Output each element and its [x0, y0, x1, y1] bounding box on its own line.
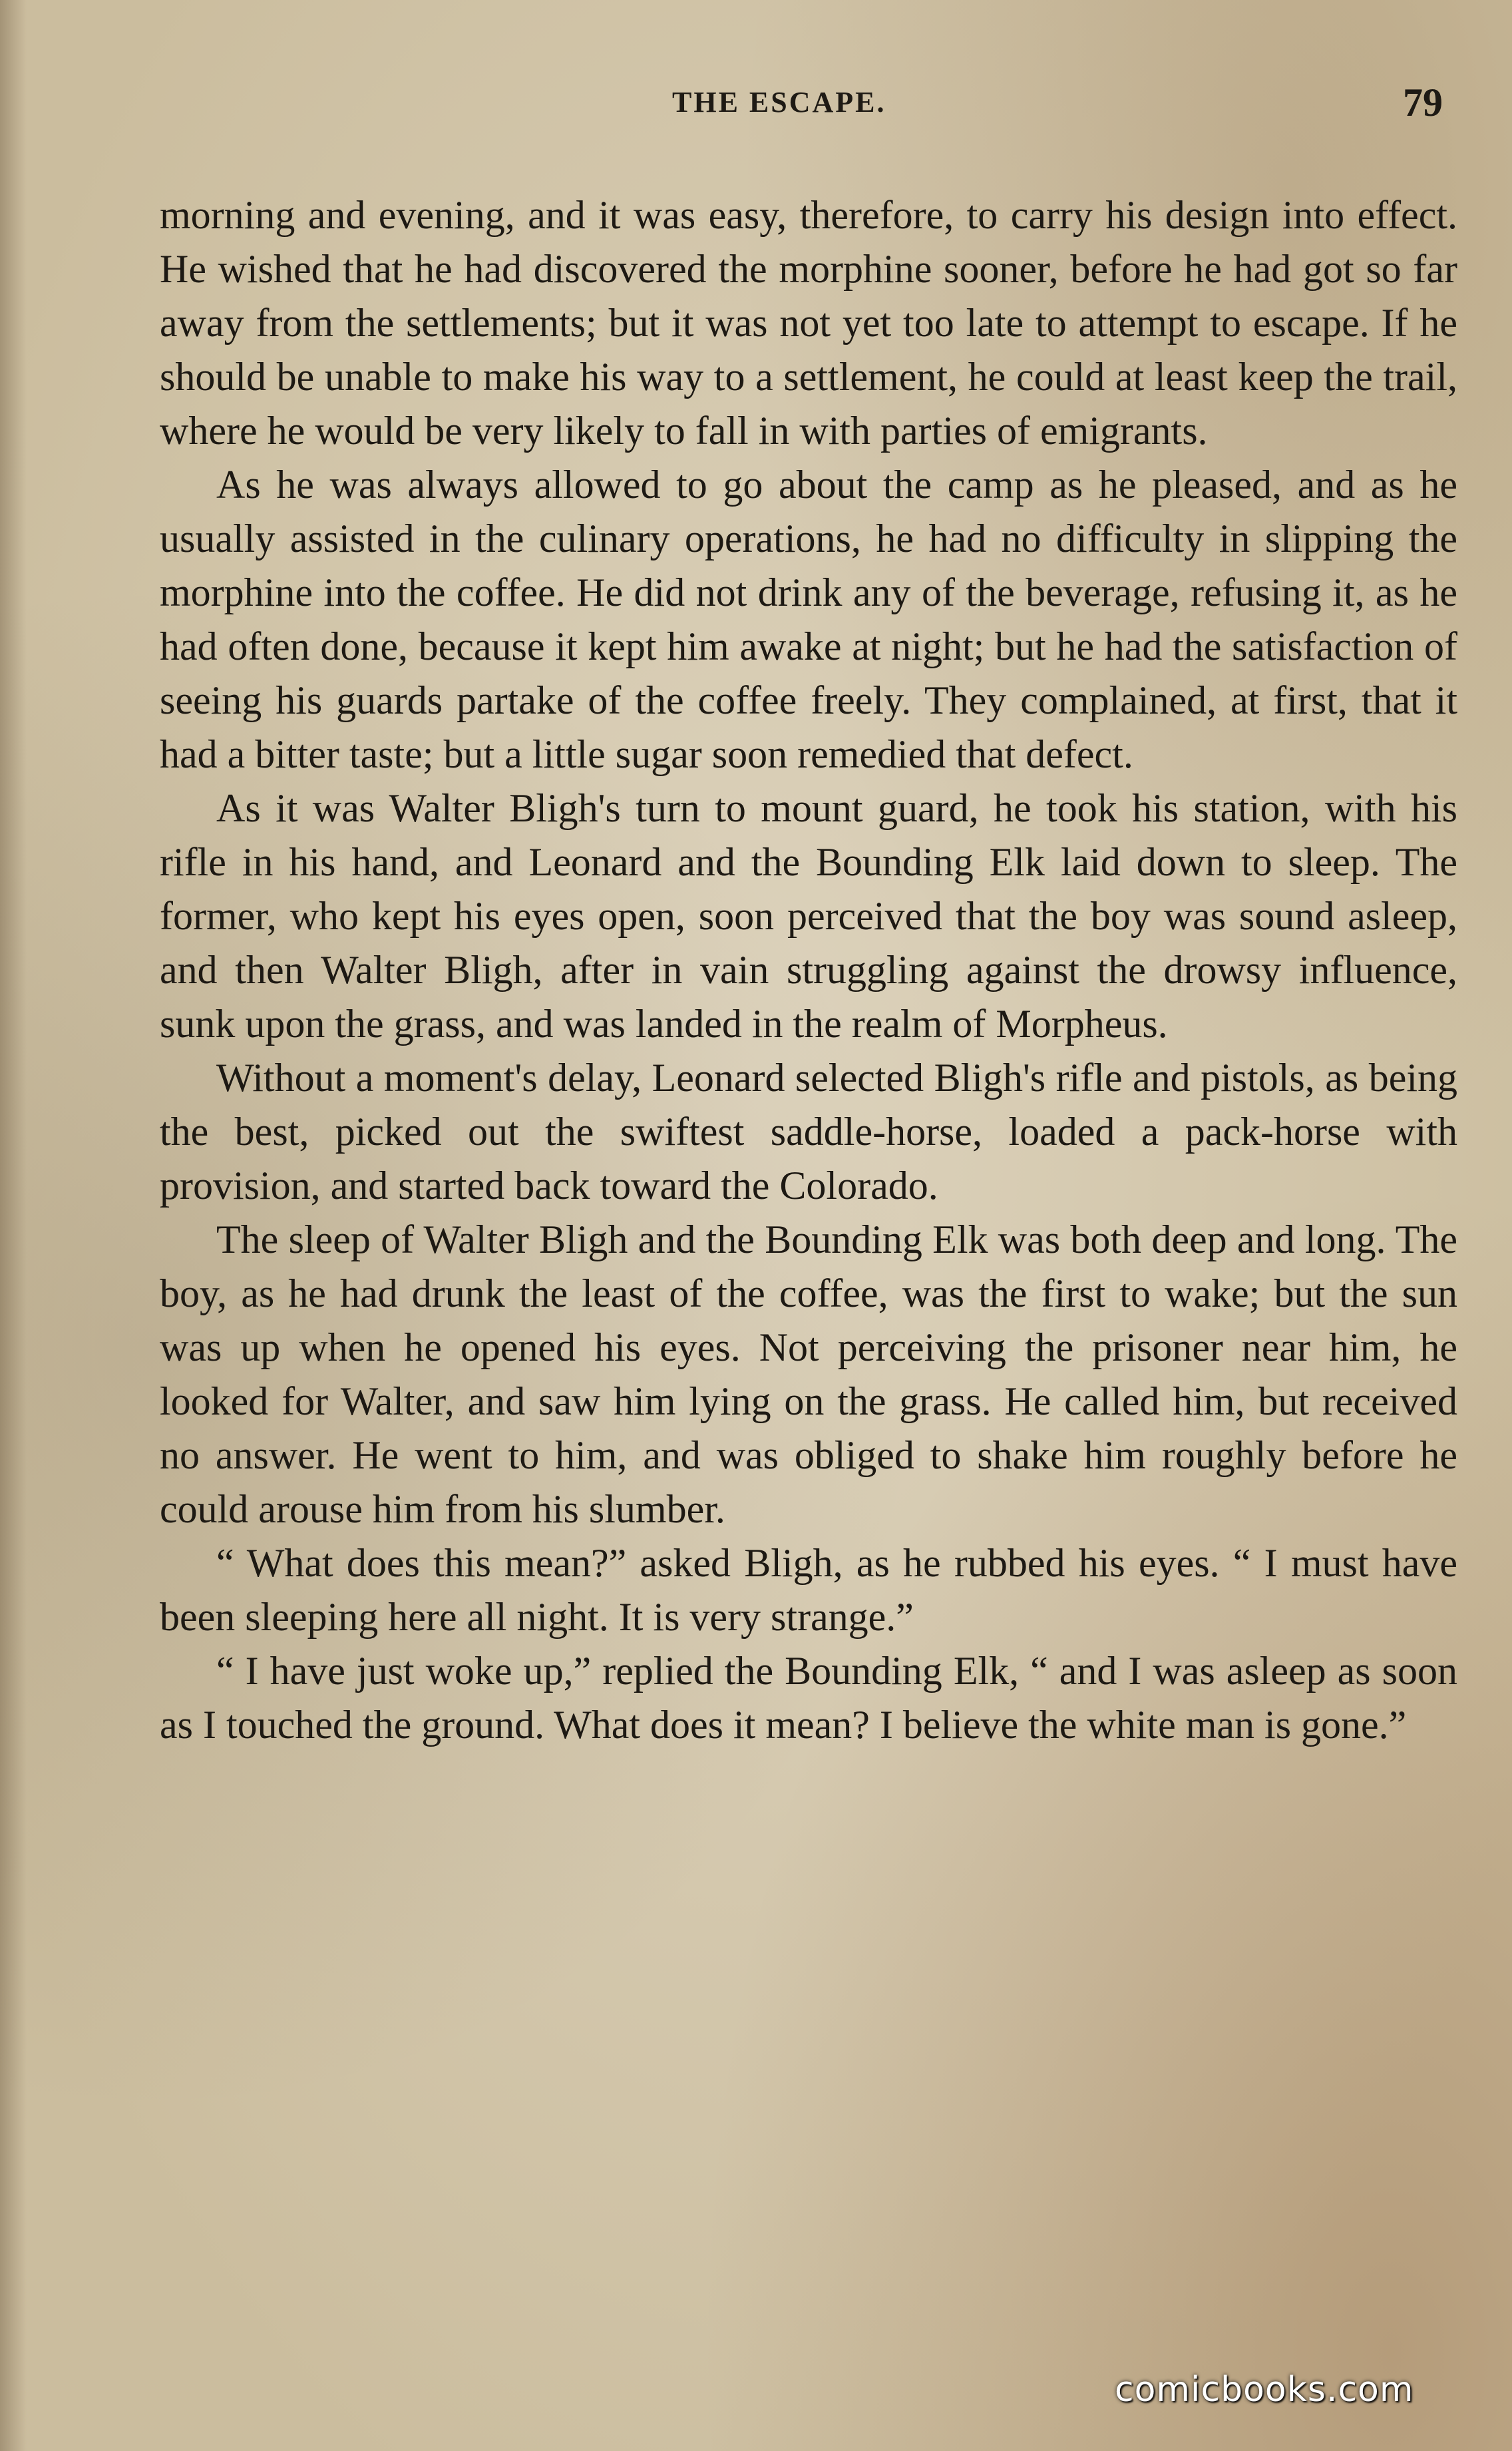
paragraph-2: As he was always allowed to go about the camp as he pleased, and as he usually assisted in the culinary operations, he had no difficulty in slipping the morphine into the coffee. He did not drink any of the beverage, refusing it, as he had often done, because it kept him awake at night; but he had the satisfaction of seeing his guards partake of the coffee freely. They complained, at first, that it had a bitter taste; but a little sugar soon remedied that defect. — [160, 463, 1457, 776]
paragraph-6: “ What does this mean?” asked Bligh, as he rubbed his eyes. “ I must have been sleeping here all night. It is very strange.” — [160, 1541, 1457, 1639]
running-head: THE ESCAPE. — [672, 86, 886, 118]
watermark: comicbooks.com — [1115, 2370, 1414, 2410]
page-number: 79 — [1403, 81, 1443, 124]
paragraph-3: As it was Walter Bligh's turn to mount guard, he took his station, with his rifle in his hand, and Leonard and the Bounding Elk laid down to sleep. The former, who kept his eyes open, soon perceived that the boy was sound asleep, and then Walter Bligh, after in vain struggling against the drowsy influence, sunk upon the grass, and was landed in the realm of Morpheus. — [160, 786, 1457, 1046]
paragraph-7: “ I have just woke up,” replied the Bounding Elk, “ and I was asleep as soon as I touched the ground. What does it mean? I believe the white man is gone.” — [160, 1649, 1457, 1747]
paragraph-5: The sleep of Walter Bligh and the Bounding Elk was both deep and long. The boy, as he had drunk the least of the coffee, was the first to wake; but the sun was up when he opened his eyes. Not perceiving the prisoner near him, he looked for Walter, and saw him lying on the grass. He called him, but received no answer. He went to him, and was obliged to shake him roughly before he could arouse him from his slumber. — [160, 1218, 1457, 1531]
page-edge-shadow — [0, 0, 27, 2451]
body-text — [160, 188, 1457, 1752]
paragraph-1: morning and evening, and it was easy, therefore, to carry his design into effect. He wished that he had discovered the morphine sooner, before he had got so far away from the settlements; but it was not yet too late to attempt to escape. If he should be unable to make his way to a settlement, he could at least keep the trail, where he would be very likely to fall in with parties of emigrants. — [160, 193, 1457, 453]
paragraph-4: Without a moment's delay, Leonard selected Bligh's rifle and pistols, as being the best, picked out the swiftest saddle-horse, loaded a pack-horse with provision, and started back toward the Colorado. — [160, 1056, 1457, 1208]
